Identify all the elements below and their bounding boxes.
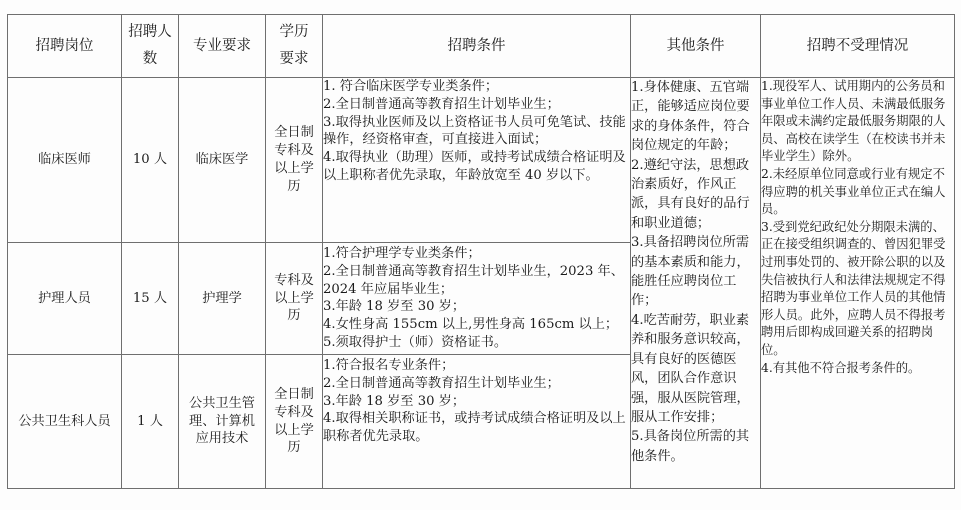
condition-item: 2.全日制普通高等教育招生计划毕业生，2023 年、2024 年应届毕业生； [323, 263, 624, 297]
header-other: 其他条件 [631, 15, 761, 78]
condition-item: 3.年龄 18 岁至 30 岁； [323, 393, 466, 409]
header-education-line2: 要求 [279, 51, 309, 67]
row-position: 临床医师 [8, 78, 122, 243]
header-count [122, 15, 179, 78]
table-row [8, 78, 955, 243]
condition-item: 3.取得执业医师及以上资格证书人员可免笔试、技能操作，经资格审查，可直接进入面试； [323, 114, 626, 148]
condition-item: 5.须取得护士（师）资格证书。 [323, 334, 508, 350]
exclusion-item: 1.现役军人、试用期内的公务员和事业单位工作人员、未满最低服务年限或未满约定最低服务期限的人员、高校在读学生（在校读书并未毕业学生）除外。 [761, 79, 946, 164]
row-conditions [323, 243, 631, 355]
header-exclusions: 招聘不受理情况 [761, 15, 955, 78]
exclusions-cell [761, 78, 955, 489]
other-condition-item: 1.身体健康、五官端正，能够适应岗位要求的身体条件，符合岗位规定的年龄； [631, 80, 750, 154]
row-count: 1 人 [122, 355, 179, 489]
other-condition-item: 4.吃苦耐劳，职业素养和服务意识较高，具有良好的医德医风，团队合作意识强，服从医院管理，服从工作安排； [631, 312, 750, 425]
condition-item: 2.全日制普通高等教育招生计划毕业生； [323, 96, 560, 112]
header-major: 专业要求 [179, 15, 266, 78]
condition-item: 1.符合报名专业条件； [323, 358, 455, 373]
row-conditions [323, 78, 631, 243]
row-major: 公共卫生管理、计算机应用技术 [179, 355, 266, 489]
row-count: 10 人 [122, 78, 179, 243]
row-conditions [323, 355, 631, 489]
header-education-line1: 学历 [279, 24, 309, 40]
other-condition-item: 5.具备岗位所需的其他条件。 [631, 429, 750, 464]
header-count-line2: 数 [142, 51, 158, 67]
condition-item: 4.取得执业（助理）医师，或持考试成绩合格证明及以上职称者优先录取，年龄放宽至 40 岁以下。 [323, 150, 626, 183]
other-condition-item: 2.遵纪守法，思想政治素质好，作风正派，具有良好的品行和职业道德； [631, 157, 750, 231]
exclusion-item: 4.有其他不符合报考条件的。 [761, 360, 921, 375]
exclusion-item: 2.未经原单位同意或行业有规定不得应聘的机关事业单位正式在编人员。 [761, 166, 946, 217]
header-education [266, 15, 323, 78]
exclusion-item: 3.受到党纪政纪处分期限未满的、正在接受组织调查的、曾因犯罪受过刑事处罚的、被开除公职的以及失信被执行人和法律法规规定不得招聘为事业单位工作人员的其他情形人员。此外，应聘人员不得报考聘用后即构成回避关系的招聘岗位。 [761, 219, 946, 357]
header-row [8, 15, 955, 78]
row-major: 临床医学 [179, 78, 266, 243]
row-education: 全日制专科及以上学历 [266, 78, 323, 243]
condition-item: 3.年龄 18 岁至 30 岁； [323, 299, 466, 315]
condition-item: 2.全日制普通高等教育招生计划毕业生； [323, 375, 560, 391]
condition-item: 4.取得相关职称证书，或持考试成绩合格证明及以上职称者优先录取。 [323, 411, 626, 445]
other-condition-item: 3.具备招聘岗位所需的基本素质和能力，能胜任应聘岗位工作； [631, 235, 750, 309]
row-education: 专科及以上学历 [266, 243, 323, 355]
condition-item: 4.女性身高 155cm 以上,男性身高 165cm 以上； [323, 317, 619, 333]
row-position: 公共卫生科人员 [8, 355, 122, 489]
row-count: 15 人 [122, 243, 179, 355]
row-position: 护理人员 [8, 243, 122, 355]
recruitment-table [7, 14, 955, 489]
row-education: 全日制专科及以上学历 [266, 355, 323, 489]
row-major: 护理学 [179, 243, 266, 355]
other-conditions-cell [631, 78, 761, 489]
header-position: 招聘岗位 [8, 15, 122, 78]
condition-item: 1.符合护理学专业类条件； [323, 246, 481, 261]
condition-item: 1. 符合临床医学专业类条件； [323, 79, 499, 94]
header-count-line1: 招聘人 [128, 24, 172, 40]
header-conditions: 招聘条件 [323, 15, 631, 78]
